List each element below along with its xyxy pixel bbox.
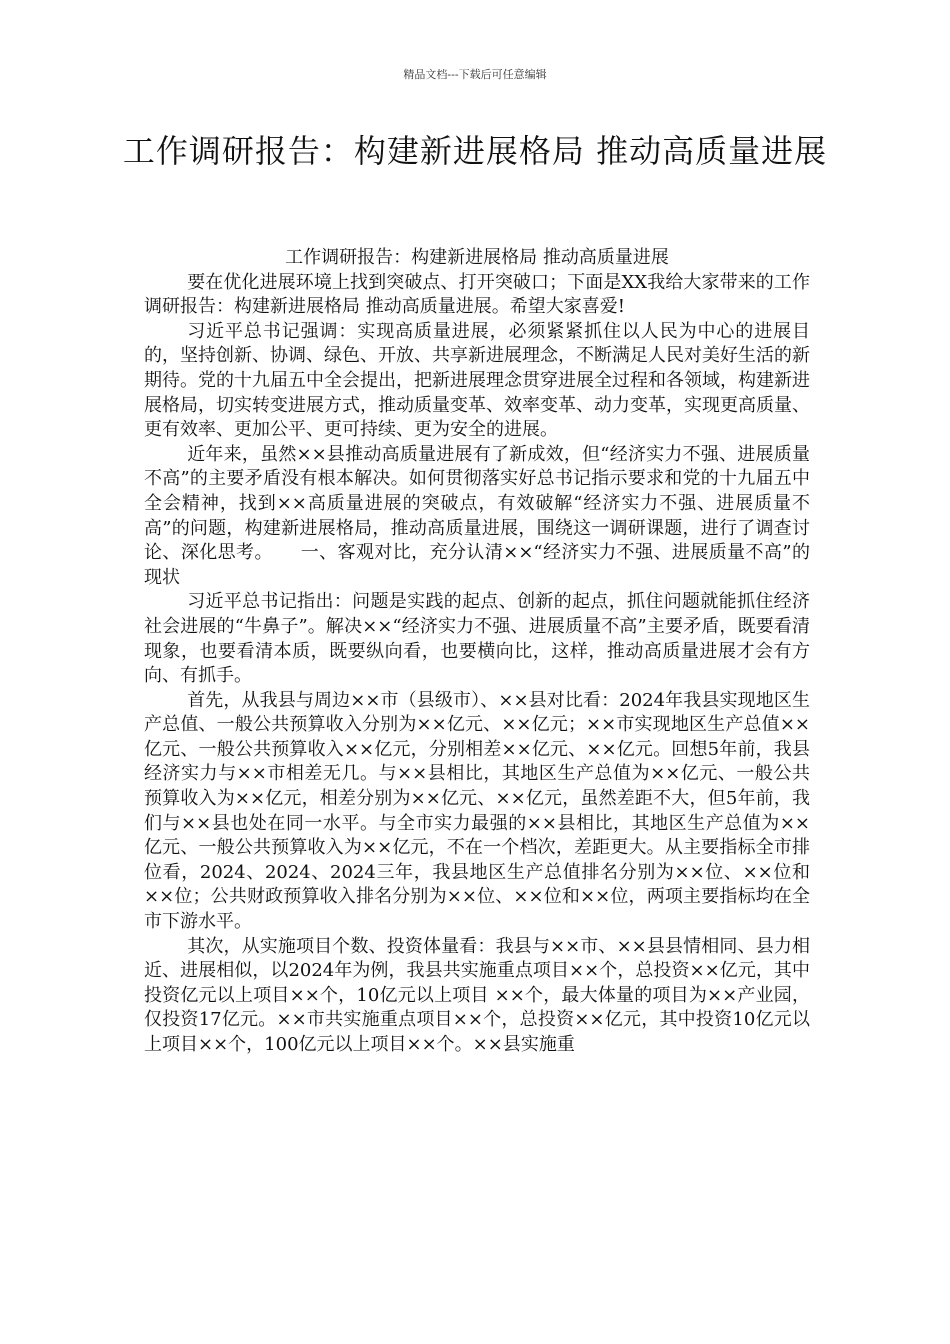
document-subtitle: 工作调研报告：构建新进展格局 推动高质量进展 — [285, 247, 669, 268]
paragraph-intro: 要在优化进展环境上找到突破点、打开突破口；下面是XX我给大家带来的工作调研报告：构建新进展格局 推动高质量进展。希望大家喜爱! — [144, 271, 810, 318]
paragraph-quote-1: 习近平总书记强调：实现高质量进展，必须紧紧抓住以人民为中心的进展目的，坚持创新、协调、绿色、开放、共享新进展理念，不断满足人民对美好生活的新期待。党的十九届五中全会提出，把新进展理念贯穿进展全过程和各领域，构建新进展格局，切实转变进展方式，推动质量变革、效率变革、动力变革，实现更高质量、更有效率、更加公平、更可持续、更为安全的进展。 — [144, 320, 810, 441]
paragraph-comparison-2: 其次，从实施项目个数、投资体量看：我县与××市、××县县情相同、县力相近、进展相似，以2024年为例，我县共实施重点项目××个，总投资××亿元，其中投资亿元以上项目××个，10亿元以上项目 ××个，最大体量的项目为××产业园，仅投资17亿元。××市共实施重点项目××个，总投资××亿元，其中投资10亿元以上项目××个，100亿元以上项目××个。××县实施重 — [144, 935, 810, 1055]
paragraph-quote-2: 习近平总书记指出：问题是实践的起点、创新的起点，抓住问题就能抓住经济社会进展的“牛鼻子”。解决××“经济实力不强、进展质量不高”主要矛盾，既要看清现象，也要看清本质，既要纵向看，也要横向比，这样，推动高质量进展才会有方向、有抓手。 — [144, 591, 810, 687]
document-body — [144, 246, 810, 1058]
paragraph-background: 近年来，虽然××县推动高质量进展有了新成效，但“经济实力不强、进展质量不高”的主要矛盾没有根本解决。如何贯彻落实好总书记指示要求和党的十九届五中全会精神，找到××高质量进展的突破点，有效破解“经济实力不强、进展质量不高”的问题，构建新进展格局，推动高质量进展，围绕这一调研课题，进行了调查讨论、深化思考。 一、客观对比，充分认清××“经济实力不强、进展质量不高”的现状 — [144, 443, 810, 588]
header-note: 精品文档---下载后可任意编辑 — [403, 68, 547, 81]
document-title: 工作调研报告：构建新进展格局 推动高质量进展 — [122, 132, 828, 170]
paragraph-comparison-1: 首先，从我县与周边××市（县级市）、××县对比看：2024年我县实现地区生产总值、一般公共预算收入分别为××亿元、××亿元；××市实现地区生产总值××亿元、一般公共预算收入××亿元，分别相差××亿元、××亿元。回想5年前，我县经济实力与××市相差无几。与××县相比，其地区生产总值为××亿元、一般公共预算收入为××亿元，相差分别为××亿元、××亿元，虽然差距不大，但5年前，我们与××县也处在同一水平。与全市实力最强的××县相比，其地区生产总值为××亿元、一般公共预算收入为××亿元，不在一个档次，差距更大。从主要指标全市排位看，2024、2024、2024三年，我县地区生产总值排名分别为××位、××位和××位；公共财政预算收入排名分别为××位、××位和××位，两项主要指标均在全市下游水平。 — [144, 689, 810, 933]
